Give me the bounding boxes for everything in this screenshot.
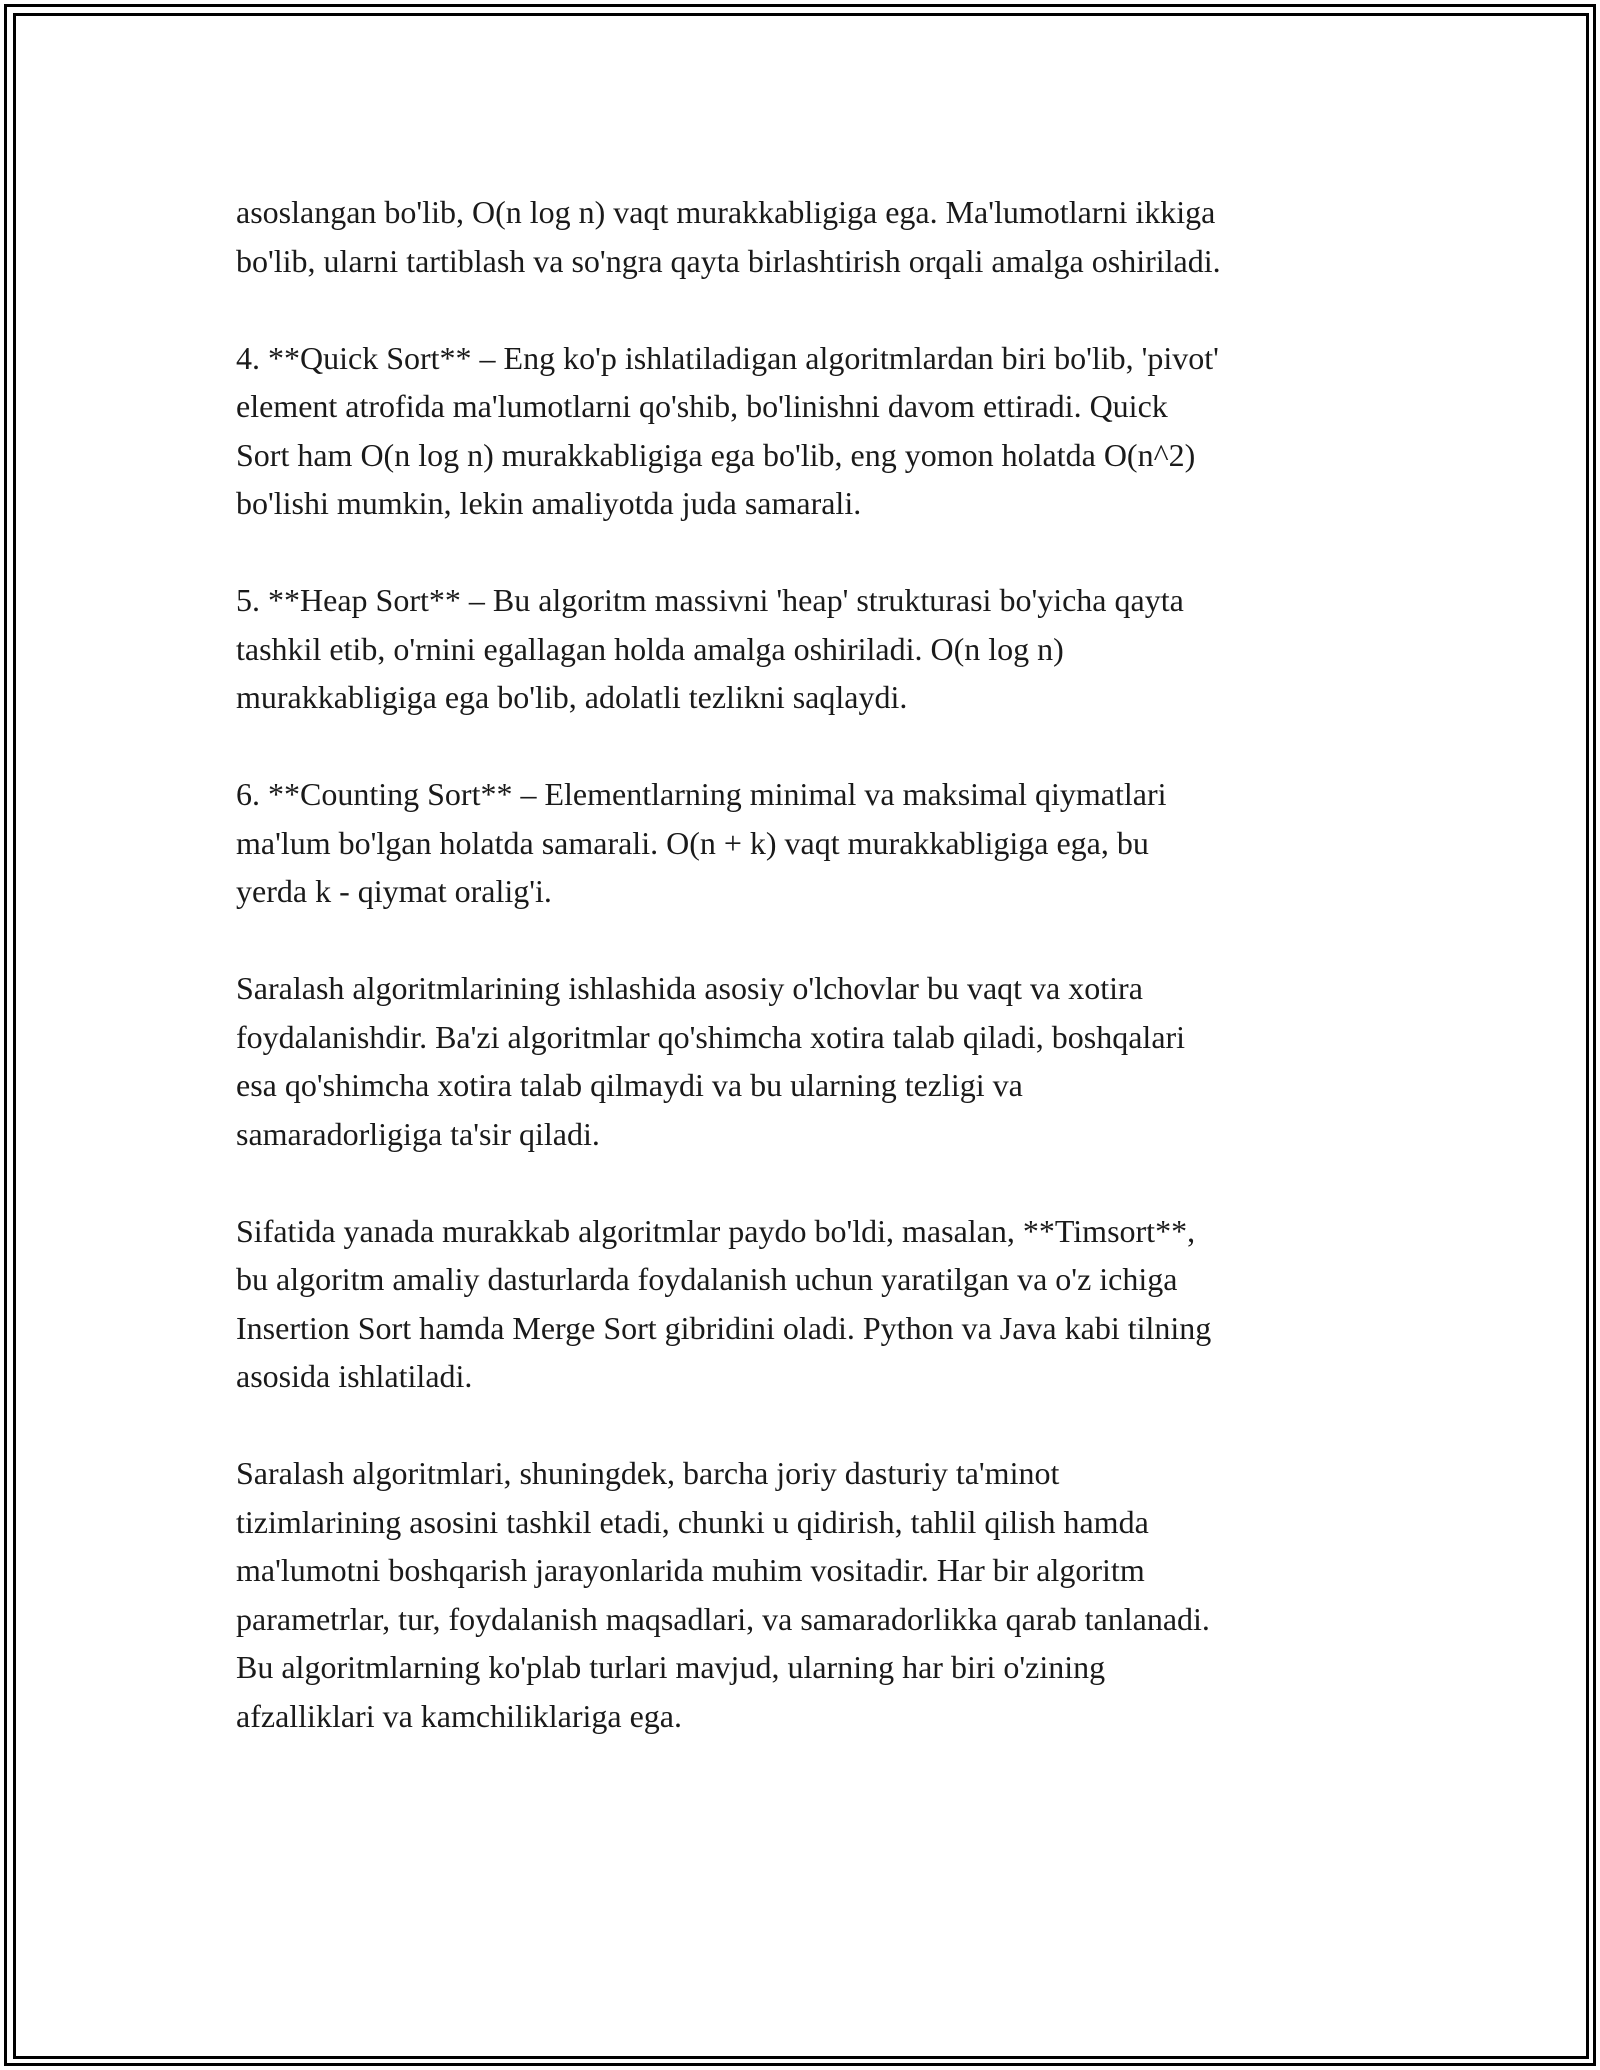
paragraph-heap-sort: 5. **Heap Sort** – Bu algoritm massivni 'heap' strukturasi bo'yicha qayta tashkil etib, o'rnini egallagan holda amalga oshiriladi. O(n log n) murakkabligiga ega bo'lib, adolatli tezlikni saqlaydi.: [236, 582, 1184, 715]
paragraph-timsort: Sifatida yanada murakkab algoritmlar paydo bo'ldi, masalan, **Timsort**, bu algoritm amaliy dasturlarda foydalanish uchun yaratilgan va o'z ichiga Insertion Sort hamda Merge Sort gibridini oladi. Python va Java kabi tilning asosida ishlatiladi.: [236, 1212, 1212, 1394]
paragraph-merge-sort-continued: asoslangan bo'lib, O(n log n) vaqt murakkabligiga ega. Ma'lumotlarni ikkiga bo'lib, ularni tartiblash va so'ngra qayta birlashtirish orqali amalga oshiriladi.: [236, 194, 1221, 279]
paragraph-conclusion: Saralash algoritmlari, shuningdek, barcha joriy dasturiy ta'minot tizimlarining asosini tashkil etadi, chunki u qidirish, tahlil qilish hamda ma'lumotni boshqarish jarayonlarida muhim vositadir. Har bir algoritm parametrlar, tur, foydalanish maqsadlari, va samaradorlikka qarab tanlanadi. Bu algoritmlarning ko'plab turlari mavjud, ularning har biri o'zining afzalliklari va kamchiliklariga ega.: [236, 1455, 1210, 1734]
paragraph-counting-sort: 6. **Counting Sort** – Elementlarning minimal va maksimal qiymatlari ma'lum bo'lgan holatda samarali. O(n + k) vaqt murakkabligiga ega, bu yerda k - qiymat oralig'i.: [236, 776, 1167, 909]
paragraph-time-memory: Saralash algoritmlarining ishlashida asosiy o'lchovlar bu vaqt va xotira foydalanishdir. Ba'zi algoritmlar qo'shimcha xotira talab qiladi, boshqalari esa qo'shimcha xotira talab qilmaydi va bu ularning tezligi va samaradorligiga ta'sir qiladi.: [236, 970, 1186, 1152]
document-body: [236, 188, 1386, 1789]
paragraph-quick-sort: 4. **Quick Sort** – Eng ko'p ishlatiladigan algoritmlardan biri bo'lib, 'pivot' element atrofida ma'lumotlarni qo'shib, bo'linishni davom ettiradi. Quick Sort ham O(n log n) murakkabligiga ega bo'lib, eng yomon holatda O(n^2) bo'lishi mumkin, lekin amaliyotda juda samarali.: [236, 339, 1219, 521]
